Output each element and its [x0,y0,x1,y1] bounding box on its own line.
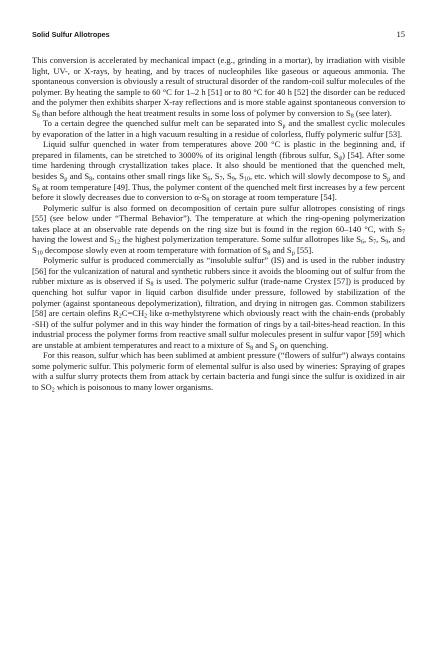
subscript: 7 [402,229,405,236]
paragraph [32,203,405,256]
text-run: Polymeric sulfur is also formed on decomposition of certain pure sulfur allotropes consisting of rings [55] (see below under “Thermal Behavior”). The temperature at which the ring-opening polymerization takes place at an observable rate depends on the ring size but is found in the region 60–140 °C, with S [32,202,405,234]
paragraph [32,55,405,118]
text-run: decompose slowly even at room temperature with formation of S [42,244,268,255]
text-run: and S [32,171,405,192]
subscript: 12 [114,239,121,246]
text-run: ) [54]. After some time hardening through crystallization takes place. It also should be mentioned that the quenched melt, besides S [32,149,405,182]
text-run: , S [210,171,220,182]
subscript: μ [274,345,278,352]
text-run: To a certain degree the quenched sulfur melt can be separated into S [43,118,283,129]
text-run: , and S [32,234,405,255]
text-run: like α-methylstyrene which obviously react with the chain-ends (probably -SH) of the sulfur polymer and in this way hinder the formation of rings by a tail-bites-head reaction. In this industrial process the polymer forms from reactive small sulfur molecules present in sulfur vapor [59] which are unstable at ambient temperatures and react to a mixture of S [32,308,405,350]
text-run: , S [376,234,386,245]
subscript: 2 [51,387,55,394]
text-run: , S [234,171,244,182]
subscript: 8 [350,113,354,120]
running-header [32,30,405,42]
text-run: on quenching. [277,339,329,350]
text-run: C=CH [121,308,145,319]
text-run: and the smallest cyclic molecules by evaporation of the latter in a high vacuum resulting in a residue of colorless, fluffy polymeric sulfur [53]. [32,118,406,139]
subscript: 8 [89,176,93,183]
subscript: 8 [267,250,271,257]
paragraph [32,255,405,350]
text-run: , S [222,171,232,182]
text-run: Polymeric sulfur is produced commercially as “insoluble sulfur” (IS) and is used in the rubber industry [56] for the vulcanization of natural and synthetic rubbers since it avoids the blooming out of sulfur from the rubber mixture as is observed if S [32,255,405,287]
subscript: 2 [118,313,122,320]
subscript: 9 [385,239,389,246]
text-run: , S [363,234,374,245]
text-run: the highest polymerization temperature. Some sulfur allotropes like S [120,234,361,245]
body-text [32,55,405,393]
subscript: 10 [243,176,250,183]
text-run: which is poisonous to many lower organisms. [54,381,214,392]
text-run: Liquid sulfur quenched in water from temperatures above 200 °C is plastic in the beginning and, if prepared in filaments, can be stretched to 3000% of its original length (fibrous sulfur, S [32,139,405,160]
subscript: 8 [206,197,210,204]
subscript: μ [387,176,391,183]
running-title: Solid Sulfur Allotropes [32,30,110,39]
text-run: and S [67,171,90,182]
text-run: For this reason, sulfur which has been sublimed at ambient pressure (“flowers of sulfur”) always contains some polymeric sulfur. This polymeric form of elemental sulfur is also used by wineries: Spraying of grapes with a sulfur slurry protects them from attack by certain bacteria and fungi since the sulfur is oxidized in air to SO [32,350,405,392]
text-run: at room temperature [49]. Thus, the polymer content of the quenched melt first increases by a few percent before it slowly decreases due to conversion to α-S [32,181,405,203]
text-run: , contains other small rings like S [92,171,208,182]
subscript: 8 [150,281,154,288]
text-run: and S [270,244,292,255]
subscript: 8 [250,345,254,352]
subscript: μ [64,176,68,183]
subscript: 7 [219,176,223,183]
paragraph [32,350,405,392]
subscript: 10 [36,250,43,257]
subscript: 8 [36,113,40,120]
subscript: 8 [36,187,40,194]
subscript: ψ [338,155,343,162]
paragraph [32,118,405,139]
subscript: μ [291,250,295,257]
text-run: than before although the heat treatment results in some loss of polymer by conversion to S [39,107,351,118]
subscript: 9 [231,176,235,183]
page-number: 15 [396,29,405,39]
text-run: on storage at room temperature [54]. [209,192,337,203]
subscript: 6 [207,176,211,183]
subscript: 2 [144,313,148,320]
subscript: 6 [360,239,364,246]
subscript: μ [282,123,286,130]
paragraph [32,139,405,202]
text-run: This conversion is accelerated by mechanical impact (e.g., grinding in a mortar), by irradiation with visible light, UV-, or X-rays, by heating, and by traces of nucleophiles like gaseous or aqueous ammonia. The spontaneous conversion is obviously a result of structural disorder of the random-coil sulfur molecules of the polymer. By heating the sample to 60 °C for 1–2 h [51] or to 80 °C for 40 h [52] the disorder can be reduced and the polymer then exhibits sharper X-ray reflections and is more stable against spontaneous conversion to S [32,55,405,118]
text-run: is used. The polymeric sulfur (trade-name Crystex [57]) is produced by quenching hot sulfur vapor in liquid carbon disulfide under pressure, followed by stabilization of the polymer (against spontaneous depolymerization), filtration, and drying in nitrogen gas. Common stabilizers [58] are certain olefins R [32,276,405,319]
text-run: , etc. which will slowly decompose to S [249,171,388,182]
subscript: 7 [373,239,377,246]
text-run: having the lowest and S [32,234,115,245]
text-run: [55]. [294,244,314,255]
text-run: and S [253,339,275,350]
text-run: (see later). [353,107,392,118]
